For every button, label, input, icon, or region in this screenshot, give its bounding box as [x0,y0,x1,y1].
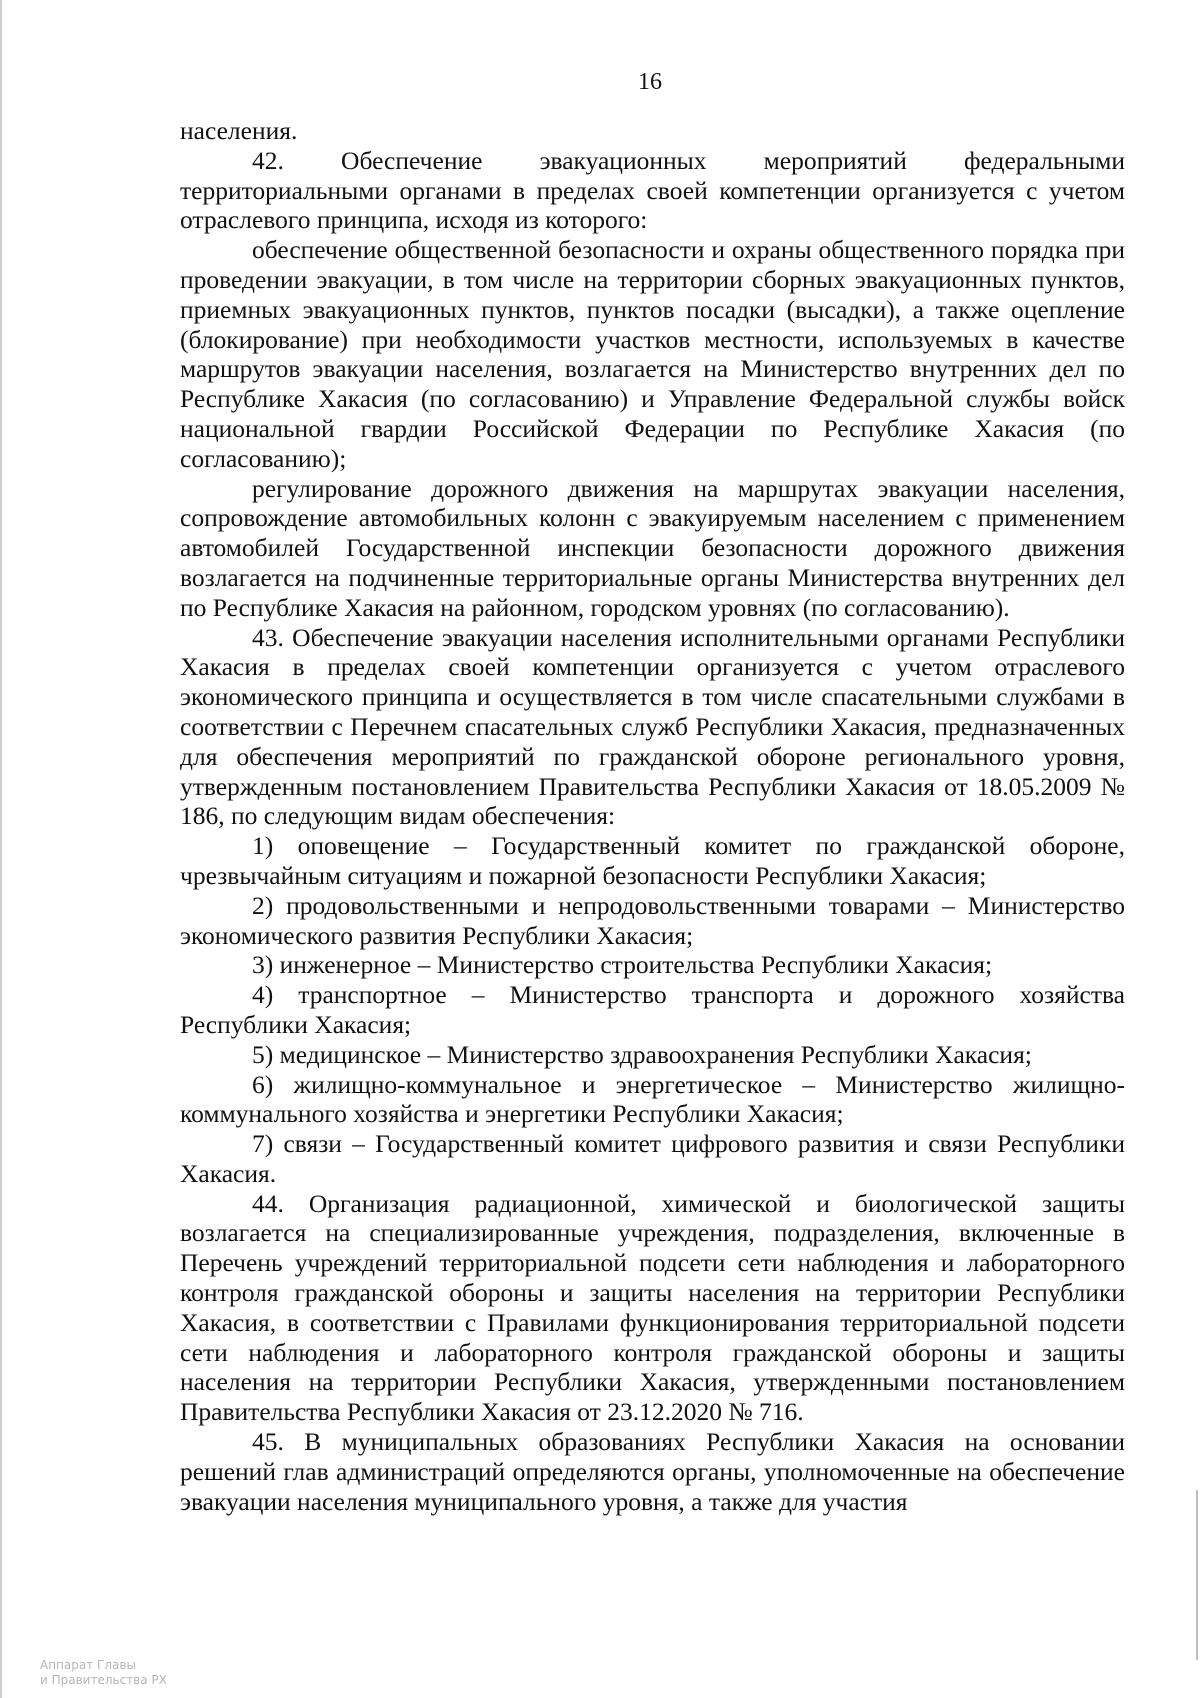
paragraph-item-45: 45. В муниципальных образованиях Республики Хакасия на основании решений глав администраций определяются органы, уполномоченные на обеспечение эвакуации населения муниципального уровня, а также для участия [180,1427,1125,1516]
paragraph-item-42: 42. Обеспечение эвакуационных мероприятий федеральными территориальными органами в пределах своей компетенции организуется с учетом отраслевого принципа, исходя из которого: [180,145,1125,235]
page-number: 16 [638,69,662,95]
stamp-line-1: Аппарат Главы [40,1658,136,1672]
scan-edge-left [0,0,2,1698]
scan-edge-right [1196,1490,1198,1660]
list-item-4: 4) транспортное – Министерство транспорта и дорожного хозяйства Республики Хакасия; [180,980,1125,1039]
stamp-line-2: и Правительства РХ [40,1673,167,1687]
paragraph-continuation: населения. [180,116,298,145]
list-item-3: 3) инженерное – Министерство строительства Республики Хакасия; [252,950,993,980]
paragraph-item-44: 44. Организация радиационной, химической и биологической защиты возлагается на специализированные учреждения, подразделения, включенные в Перечень учреждений территориальной подсети сети наблюдения и лабораторного контроля гражданской обороны и защиты населения на территории Республики Хакасия, в соответствии с Правилами функционирования территориальной подсети сети наблюдения и лабораторного контроля гражданской обороны и защиты населения на территории Республики Хакасия, утвержденными постановлением Правительства Республики Хакасия от 23.12.2020 № 716. [180,1188,1125,1427]
paragraph-public-safety: обеспечение общественной безопасности и охраны общественного порядка при проведении эвакуации, в том числе на территории сборных эвакуационных пунктов, приемных эвакуационных пунктов, пунктов посадки (высадки), а также оцепление (блокирование) при необходимости участков местности, используемых в качестве маршрутов эвакуации населения, возлагается на Министерство внутренних дел по Республике Хакасия (по согласованию) и Управление Федеральной службы войск национальной гвардии Российской Федерации по Республике Хакасия (по согласованию); [180,235,1125,473]
document-body [180,116,1125,1516]
paragraph-traffic-regulation: регулирование дорожного движения на маршрутах эвакуации населения, сопровождение автомобильных колонн с эвакуируемым населением с применением автомобилей Государственной инспекции безопасности дорожного движения возлагается на подчиненные территориальные органы Министерства внутренних дел по Республике Хакасия на районном, городском уровнях (по согласованию). [180,473,1125,622]
list-item-5: 5) медицинское – Министерство здравоохранения Республики Хакасия; [252,1039,1032,1069]
list-item-2: 2) продовольственными и непродовольственными товарами – Министерство экономического развития Республики Хакасия; [180,890,1125,950]
list-item-1: 1) оповещение – Государственный комитет по гражданской обороне, чрезвычайным ситуациям и пожарной безопасности Республики Хакасия; [180,831,1125,890]
list-item-6: 6) жилищно-коммунальное и энергетическое – Министерство жилищно-коммунального хозяйства и энергетики Республики Хакасия; [180,1069,1125,1129]
list-item-7: 7) связи – Государственный комитет цифрового развития и связи Республики Хакасия. [180,1129,1125,1188]
faint-stamp [40,1658,167,1688]
paragraph-item-43: 43. Обеспечение эвакуации населения исполнительными органами Республики Хакасия в пределах своей компетенции организуется с учетом отраслевого экономического принципа и осуществляется в том числе спасательными службами в соответствии с Перечнем спасательных служб Республики Хакасия, предназначенных для обеспечения мероприятий по гражданской обороне регионального уровня, утвержденным постановлением Правительства Республики Хакасия от 18.05.2009 № 186, по следующим видам обеспечения: [180,622,1125,831]
